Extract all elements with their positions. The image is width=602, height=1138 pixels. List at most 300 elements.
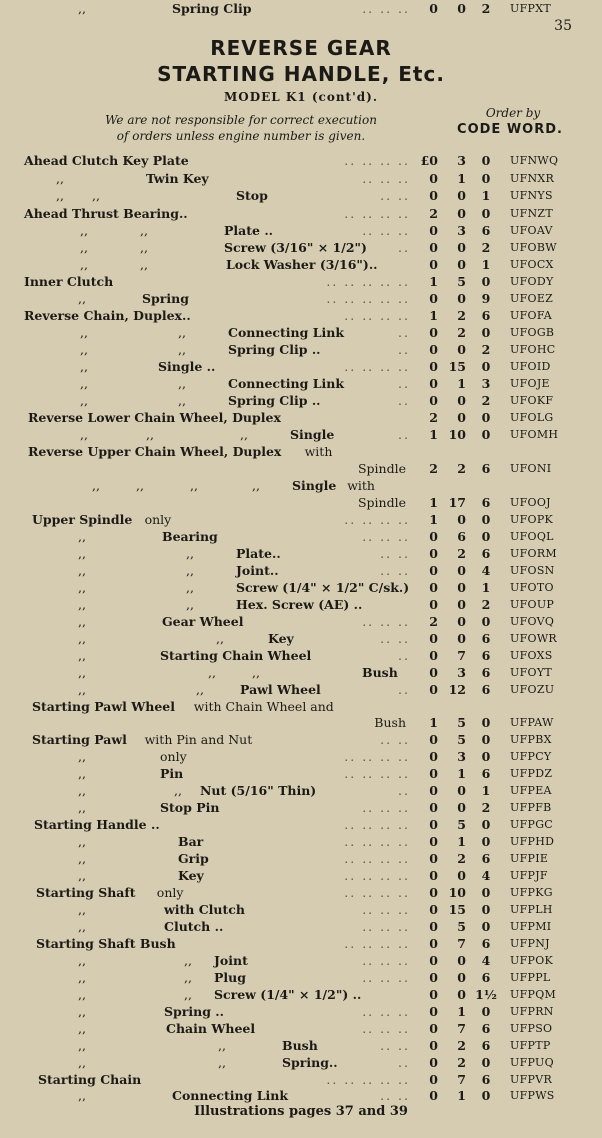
code-word: UFOVQ (510, 615, 555, 628)
ditto-mark: ,, (78, 546, 86, 561)
table-row (0, 969, 602, 986)
ditto-mark: ,, (140, 223, 148, 238)
price-pence: 0 (481, 206, 491, 221)
part-description: Starting Handle .. (34, 817, 160, 832)
leader-dots: .. .. .. (362, 970, 410, 985)
illustrations-note: Illustrations pages 37 and 39 (194, 1104, 408, 1119)
table-row (0, 1003, 602, 1020)
price-pence: 9 (481, 291, 491, 306)
leader-dots: .. .. .. .. (344, 359, 410, 374)
part-description: Plate.. (236, 546, 281, 561)
table-row (0, 222, 602, 239)
price-pence: 6 (481, 1021, 491, 1036)
leader-dots: .. .. .. (362, 223, 410, 238)
table-row (0, 918, 602, 935)
leader-dots: .. .. .. .. (344, 851, 410, 866)
price-shillings: 0 (457, 206, 466, 221)
price-pounds: 0 (429, 325, 438, 340)
price-pounds: 1 (429, 512, 438, 527)
code-word: UFPNJ (510, 937, 550, 950)
part-description: Screw (3/16" × 1/2") (224, 240, 367, 255)
price-shillings: 0 (457, 512, 466, 527)
price-pounds: 0 (429, 376, 438, 391)
table-row (0, 850, 602, 867)
ditto-mark: ,, (218, 1055, 226, 1070)
leader-dots: .. .. (380, 563, 410, 578)
table-row (0, 884, 602, 901)
table-row (0, 613, 602, 630)
part-description: Starting Pawl (32, 732, 127, 747)
part-description: Gear Wheel (162, 614, 244, 629)
ditto-mark: ,, (56, 171, 64, 186)
price-shillings: 2 (457, 308, 466, 323)
code-word: UFOKF (510, 394, 554, 407)
ditto-mark: ,, (78, 1088, 86, 1103)
table-row (0, 647, 602, 664)
part-description: Starting Chain Wheel (160, 648, 312, 663)
price-pounds: 0 (429, 919, 438, 934)
part-description: Upper Spindle (32, 512, 133, 527)
price-pounds: 0 (429, 1021, 438, 1036)
leader-dots: .. .. .. .. (344, 817, 410, 832)
price-pence: 6 (481, 308, 491, 323)
price-pounds: 0 (429, 631, 438, 646)
price-shillings: 10 (448, 885, 466, 900)
price-pounds: 0 (429, 817, 438, 832)
price-shillings: 0 (457, 188, 466, 203)
price-pounds: 0 (429, 393, 438, 408)
code-word: UFOBW (510, 241, 557, 254)
part-description: Pin (160, 766, 184, 781)
price-shillings: 0 (457, 393, 466, 408)
code-word: UFPFB (510, 801, 552, 814)
price-pounds: 1 (429, 715, 438, 730)
price-shillings: 0 (457, 868, 466, 883)
part-description: Reverse Upper Chain Wheel, Duplex (28, 444, 282, 459)
part-description: Starting Shaft Bush (36, 936, 176, 951)
leader-dots: .. (398, 325, 410, 340)
part-description: Spring.. (282, 1055, 338, 1070)
price-pounds: 0 (429, 257, 438, 272)
ditto-mark: ,, (184, 987, 192, 1002)
part-description: with Clutch (164, 902, 245, 917)
price-shillings: 0 (457, 257, 466, 272)
part-description: Nut (5/16" Thin) (200, 783, 317, 798)
ditto-mark: ,, (78, 1004, 86, 1019)
table-row (0, 477, 602, 494)
ditto-mark: ,, (78, 614, 86, 629)
price-shillings: 1 (457, 834, 466, 849)
price-shillings: 1 (457, 171, 466, 186)
price-pounds: 0 (429, 800, 438, 815)
part-description: only (144, 512, 172, 527)
leader-dots: .. (398, 376, 410, 391)
price-shillings: 1 (457, 376, 466, 391)
price-pence: 0 (481, 325, 491, 340)
price-pence: 6 (481, 1072, 491, 1087)
price-shillings: 2 (457, 325, 466, 340)
price-shillings: 0 (457, 342, 466, 357)
price-pence: 0 (481, 749, 491, 764)
code-word: UFPBX (510, 733, 552, 746)
code-word: UFOPK (510, 513, 554, 526)
table-row (0, 579, 602, 596)
price-pence: 1 (481, 783, 491, 798)
part-description: Key (178, 868, 204, 883)
table-row (0, 392, 602, 409)
table-row (0, 799, 602, 816)
table-row (0, 273, 602, 290)
part-description: Reverse Lower Chain Wheel, Duplex (28, 410, 281, 425)
ditto-mark: ,, (78, 563, 86, 578)
price-shillings: 12 (448, 682, 466, 697)
ditto-mark: ,, (178, 393, 186, 408)
ditto-mark: ,, (196, 682, 204, 697)
leader-dots: .. .. .. .. (344, 749, 410, 764)
leader-dots: .. .. .. .. (344, 206, 410, 221)
price-shillings: 7 (457, 1021, 466, 1036)
code-word: UFPIE (510, 852, 549, 865)
price-pence: 2 (481, 1, 491, 16)
price-shillings: 0 (457, 410, 466, 425)
part-description: Screw (1/4" × 1/2") .. (214, 987, 362, 1002)
price-shillings: 0 (457, 783, 466, 798)
part-description: Spring Clip (172, 1, 252, 16)
ditto-mark: ,, (80, 376, 88, 391)
price-pence: 0 (481, 1055, 491, 1070)
table-row (0, 1037, 602, 1054)
price-pence: 0 (481, 153, 491, 168)
part-description: Spindle (357, 495, 406, 510)
price-pence: 6 (481, 223, 491, 238)
code-word: UFOTO (510, 581, 554, 594)
ditto-mark: ,, (140, 240, 148, 255)
ditto-mark: ,, (78, 665, 86, 680)
price-shillings: 7 (457, 648, 466, 663)
part-description: Spring .. (164, 1004, 224, 1019)
table-row (0, 816, 602, 833)
leader-dots: .. .. (380, 1038, 410, 1053)
part-description: Plate .. (224, 223, 274, 238)
code-word: UFOXS (510, 649, 553, 662)
part-description: Plug (214, 970, 246, 985)
code-word: UFPTP (510, 1039, 551, 1052)
code-word: UFOJE (510, 377, 550, 390)
price-shillings: 6 (457, 529, 466, 544)
price-pence: 0 (481, 1004, 491, 1019)
part-description: Starting Pawl Wheel (32, 699, 175, 714)
price-pounds: 0 (429, 749, 438, 764)
price-pounds: 2 (429, 206, 438, 221)
ditto-mark: ,, (78, 1038, 86, 1053)
leader-dots: .. .. .. (362, 171, 410, 186)
price-pence: 0 (481, 885, 491, 900)
table-row (0, 290, 602, 307)
table-row (0, 630, 602, 647)
ditto-mark: ,, (190, 478, 198, 493)
ditto-mark: ,, (78, 529, 86, 544)
ditto-mark: ,, (78, 919, 86, 934)
code-word: UFOEZ (510, 292, 554, 305)
price-pence: 6 (481, 665, 491, 680)
ditto-mark: ,, (80, 427, 88, 442)
note-line: of orders unless engine number is given. (116, 129, 366, 143)
leader-dots: .. (398, 240, 410, 255)
part-description: Spring Clip .. (228, 393, 321, 408)
price-pence: 0 (481, 614, 491, 629)
leader-dots: .. .. .. (362, 953, 410, 968)
part-description: Pawl Wheel (240, 682, 321, 697)
price-pence: 6 (481, 936, 491, 951)
ditto-mark: ,, (78, 291, 86, 306)
ditto-mark: ,, (78, 834, 86, 849)
code-word: UFPJF (510, 869, 548, 882)
ditto-mark: ,, (78, 682, 86, 697)
code-word: UFPEA (510, 784, 552, 797)
table-row (0, 698, 602, 715)
price-pounds: 1 (429, 427, 438, 442)
table-row (0, 901, 602, 918)
price-shillings: 0 (457, 631, 466, 646)
leader-dots: .. .. .. (362, 1004, 410, 1019)
price-shillings: 3 (457, 153, 466, 168)
price-pounds: 2 (429, 410, 438, 425)
price-pence: 1 (481, 580, 491, 595)
ditto-mark: ,, (92, 478, 100, 493)
price-pence: 0 (481, 410, 491, 425)
part-description: Joint (214, 953, 248, 968)
ditto-mark: ,, (78, 631, 86, 646)
price-shillings: 5 (457, 817, 466, 832)
part-description: Starting Chain (38, 1072, 142, 1087)
price-pence: 0 (481, 1088, 491, 1103)
ditto-mark: ,, (78, 851, 86, 866)
code-word: UFPAW (510, 716, 554, 729)
price-pence: 0 (481, 919, 491, 934)
table-row (0, 664, 602, 681)
price-shillings: 7 (457, 1072, 466, 1087)
ditto-mark: ,, (78, 987, 86, 1002)
price-pence: 6 (481, 766, 491, 781)
ditto-mark: ,, (80, 393, 88, 408)
price-pence: 4 (481, 953, 491, 968)
responsibility-note (76, 112, 406, 144)
code-word: UFPOK (510, 954, 554, 967)
ditto-mark: ,, (216, 631, 224, 646)
part-description: Single (292, 478, 337, 493)
code-word: UFPUQ (510, 1056, 554, 1069)
price-pounds: 2 (429, 614, 438, 629)
part-description: Ahead Clutch Key Plate (24, 153, 189, 168)
price-pence: 3 (481, 376, 491, 391)
ditto-mark: ,, (78, 800, 86, 815)
ditto-mark: ,, (78, 1, 86, 16)
price-shillings: 15 (448, 902, 466, 917)
leader-dots: .. .. .. .. (344, 766, 410, 781)
price-shillings: 3 (457, 223, 466, 238)
price-pence: 6 (481, 970, 491, 985)
code-word: UFPLH (510, 903, 553, 916)
ditto-mark: ,, (78, 783, 86, 798)
table-row (0, 935, 602, 952)
leader-dots: .. .. (380, 1088, 410, 1103)
leader-dots: .. .. .. .. .. (326, 291, 410, 306)
price-pence: 6 (481, 1038, 491, 1053)
ditto-mark: ,, (184, 953, 192, 968)
code-word: UFOWR (510, 632, 558, 645)
code-word: UFOMH (510, 428, 559, 441)
price-pence: 6 (481, 495, 491, 510)
table-row (0, 324, 602, 341)
part-description: with Pin and Nut (144, 732, 253, 747)
price-pence: 0 (481, 171, 491, 186)
code-word: UFPQM (510, 988, 557, 1001)
ditto-mark: ,, (252, 665, 260, 680)
leader-dots: .. .. (380, 631, 410, 646)
price-shillings: 0 (457, 240, 466, 255)
price-pence: 0 (481, 274, 491, 289)
code-word: UFOHC (510, 343, 556, 356)
price-shillings: 3 (457, 665, 466, 680)
ditto-mark: ,, (208, 665, 216, 680)
leader-dots: .. .. .. .. (344, 868, 410, 883)
table-row (0, 833, 602, 850)
code-word: UFNZT (510, 207, 554, 220)
code-word: UFPKG (510, 886, 553, 899)
code-word: UFNXR (510, 172, 555, 185)
code-word: UFOLG (510, 411, 554, 424)
part-description: Bush (282, 1038, 318, 1053)
price-shillings: 0 (457, 291, 466, 306)
leader-dots: .. .. .. (362, 1021, 410, 1036)
part-description: Bush (374, 715, 406, 730)
part-description: Lock Washer (3/16").. (226, 257, 378, 272)
page-subtitle: STARTING HANDLE, Etc. (157, 62, 445, 86)
part-description: with (304, 444, 333, 459)
part-description: Stop (236, 188, 268, 203)
price-shillings: 0 (457, 800, 466, 815)
ditto-mark: ,, (186, 546, 194, 561)
leader-dots: .. .. .. (362, 614, 410, 629)
ditto-mark: ,, (252, 478, 260, 493)
price-pounds: 0 (429, 834, 438, 849)
part-description: Clutch .. (164, 919, 224, 934)
ditto-mark: ,, (80, 257, 88, 272)
leader-dots: .. .. .. .. (344, 308, 410, 323)
price-pounds: 0 (429, 783, 438, 798)
price-pounds: 0 (429, 1, 438, 16)
code-word: UFOUP (510, 598, 555, 611)
code-word: UFONI (510, 462, 552, 475)
code-word: UFNWQ (510, 154, 559, 167)
leader-dots: .. .. .. .. (344, 936, 410, 951)
leader-dots: .. .. (380, 546, 410, 561)
price-shillings: 0 (457, 1, 466, 16)
table-row (0, 375, 602, 392)
price-pounds: 0 (429, 902, 438, 917)
table-row (0, 460, 602, 477)
table-row (0, 426, 602, 443)
ditto-mark: ,, (78, 970, 86, 985)
code-word: UFOGB (510, 326, 555, 339)
code-word: UFPSO (510, 1022, 553, 1035)
ditto-mark: ,, (80, 223, 88, 238)
leader-dots: .. .. .. (362, 902, 410, 917)
code-word: UFPXT (510, 2, 551, 15)
price-shillings: 5 (457, 715, 466, 730)
ditto-mark: ,, (174, 783, 182, 798)
price-pence: 2 (481, 240, 491, 255)
price-pence: 6 (481, 546, 491, 561)
ditto-mark: ,, (80, 240, 88, 255)
code-word: UFOOJ (510, 496, 551, 509)
ditto-mark: ,, (184, 970, 192, 985)
table-row (0, 1054, 602, 1071)
code-word: UFPHD (510, 835, 555, 848)
price-shillings: 2 (457, 546, 466, 561)
leader-dots: .. .. (380, 732, 410, 747)
code-word: UFPVR (510, 1073, 553, 1086)
leader-dots: .. .. (380, 188, 410, 203)
price-pounds: 0 (429, 648, 438, 663)
ditto-mark: ,, (78, 597, 86, 612)
table-row (0, 528, 602, 545)
part-description: Hex. Screw (AE) .. (236, 597, 363, 612)
part-description: Spring (142, 291, 189, 306)
table-row (0, 681, 602, 698)
price-shillings: 5 (457, 919, 466, 934)
table-row (0, 152, 602, 169)
leader-dots: .. .. .. .. (344, 512, 410, 527)
price-pence: 0 (481, 902, 491, 917)
code-word: UFOID (510, 360, 551, 373)
ditto-mark: ,, (78, 749, 86, 764)
part-description: Inner Clutch (24, 274, 114, 289)
price-pence: 0 (481, 715, 491, 730)
table-row (0, 443, 602, 460)
price-pence: 1½ (475, 987, 497, 1002)
part-description: only (156, 885, 184, 900)
price-pence: 6 (481, 631, 491, 646)
part-description: Starting Shaft (36, 885, 136, 900)
part-description: Stop Pin (160, 800, 220, 815)
price-pounds: 0 (429, 359, 438, 374)
table-row (0, 358, 602, 375)
ditto-mark: ,, (140, 257, 148, 272)
leader-dots: .. (398, 682, 410, 697)
code-word: UFOSN (510, 564, 555, 577)
leader-dots: .. (398, 648, 410, 663)
price-pounds: 0 (429, 563, 438, 578)
code-word: UFOCX (510, 258, 554, 271)
part-description: with Chain Wheel and (193, 699, 334, 714)
price-pence: 1 (481, 188, 491, 203)
price-pounds: 0 (429, 732, 438, 747)
ditto-mark: ,, (78, 648, 86, 663)
ditto-mark: ,, (178, 342, 186, 357)
leader-dots: .. .. .. .. (344, 885, 410, 900)
table-row (0, 511, 602, 528)
ditto-mark: ,, (186, 597, 194, 612)
price-shillings: 2 (457, 1055, 466, 1070)
leader-dots: .. .. .. .. .. (326, 274, 410, 289)
part-description: Joint.. (236, 563, 279, 578)
price-pence: 0 (481, 834, 491, 849)
part-description: Single .. (158, 359, 216, 374)
ditto-mark: ,, (240, 427, 248, 442)
part-description: Key (268, 631, 294, 646)
price-shillings: 2 (457, 851, 466, 866)
